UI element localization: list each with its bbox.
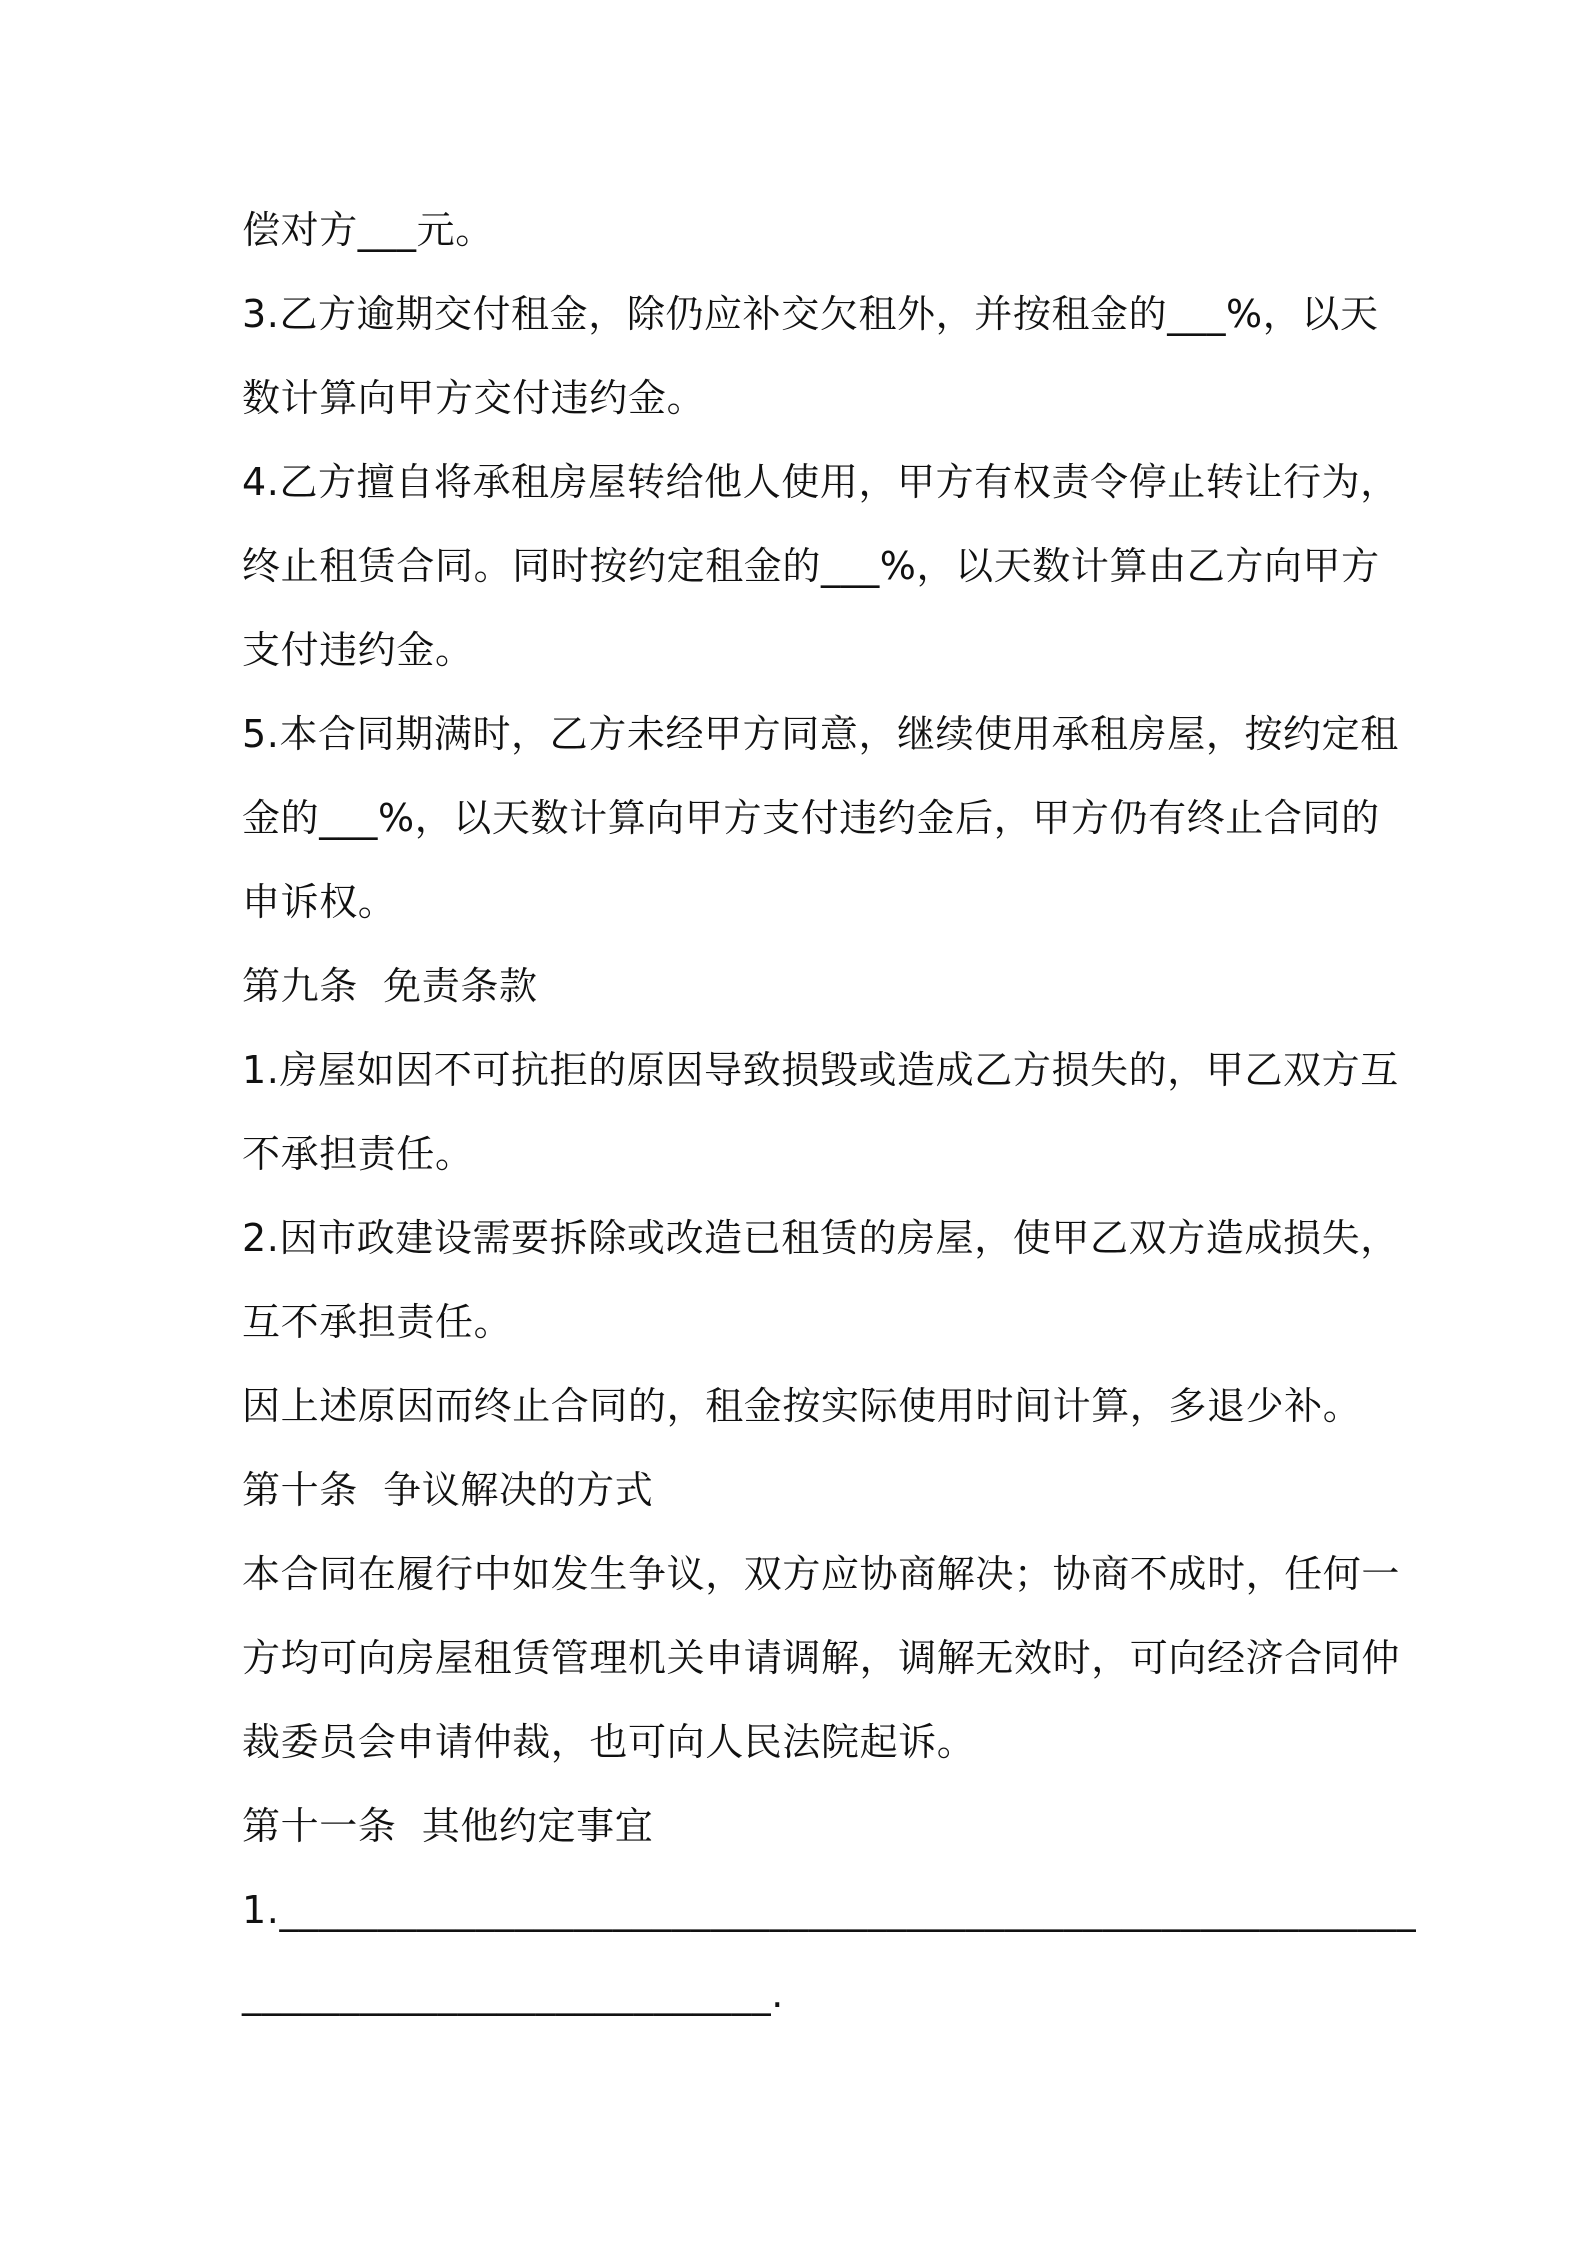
blank-fill-line: 1.__________________________________________________________ (242, 1888, 1417, 1932)
text-line: 2.因市政建设需要拆除或改造已租赁的房屋，使甲乙双方造成损失， (242, 1216, 1399, 1260)
text-line: 终止租赁合同。同时按约定租金的___%，以天数计算由乙方向甲方 (242, 544, 1380, 588)
section-heading: 第九条 免责条款 (242, 964, 538, 1008)
section-heading: 第十一条 其他约定事宜 (242, 1804, 654, 1848)
text-line: 3.乙方逾期交付租金，除仍应补交欠租外，并按租金的___%，以天 (242, 292, 1379, 336)
text-line: 申诉权。 (242, 880, 397, 924)
text-line: 4.乙方擅自将承租房屋转给他人使用，甲方有权责令停止转让行为， (242, 460, 1399, 504)
text-line: 裁委员会申请仲裁，也可向人民法院起诉。 (242, 1720, 976, 1764)
text-line: 1.房屋如因不可抗拒的原因导致损毁或造成乙方损失的，甲乙双方互 (242, 1048, 1399, 1092)
text-line: 方均可向房屋租赁管理机关申请调解，调解无效时，可向经济合同仲 (242, 1636, 1401, 1680)
text-line: 支付违约金。 (242, 628, 474, 672)
text-line: 因上述原因而终止合同的，租金按实际使用时间计算，多退少补。 (242, 1384, 1362, 1428)
text-line: 互不承担责任。 (242, 1300, 513, 1344)
section-heading: 第十条 争议解决的方式 (242, 1468, 654, 1512)
text-line: 金的___%，以天数计算向甲方支付违约金后，甲方仍有终止合同的 (242, 796, 1380, 840)
text-line: 数计算向甲方交付违约金。 (242, 376, 706, 420)
text-line: 5.本合同期满时，乙方未经甲方同意，继续使用承租房屋，按约定租 (242, 712, 1399, 756)
text-line: 本合同在履行中如发生争议，双方应协商解决；协商不成时，任何一 (242, 1552, 1401, 1596)
text-line: 偿对方___元。 (242, 208, 494, 252)
blank-fill-line: ___________________________. (242, 1972, 784, 2016)
text-line: 不承担责任。 (242, 1132, 474, 1176)
